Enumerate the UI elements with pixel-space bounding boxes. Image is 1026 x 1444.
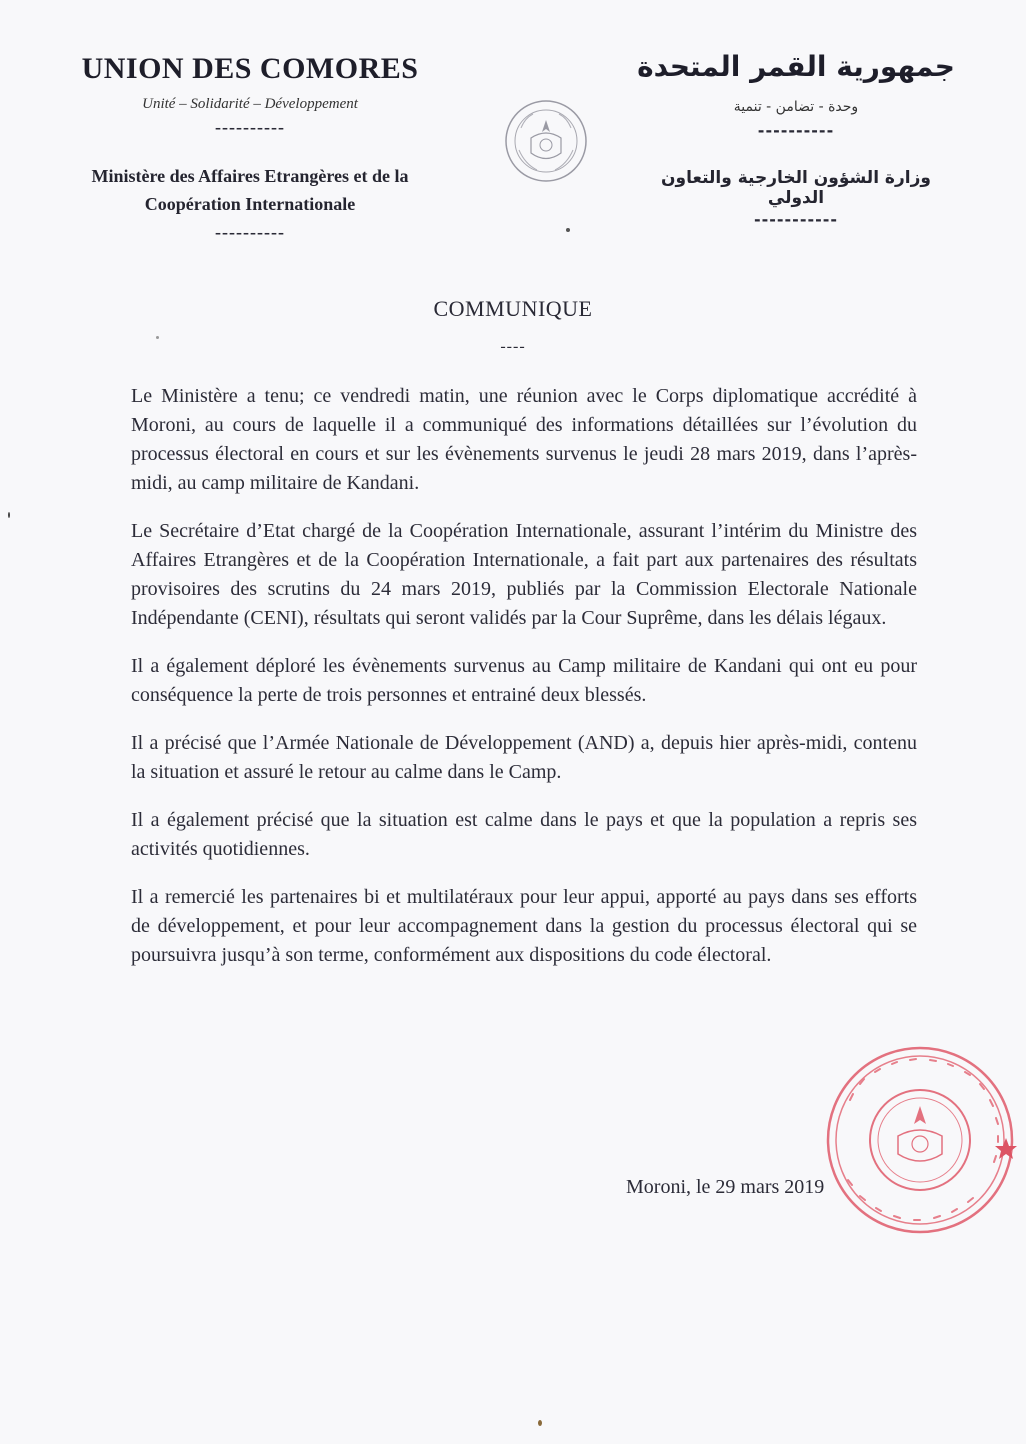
ministry-name-ar: وزارة الشؤون الخارجية والتعاون الدولي [661,168,931,208]
ministry-line-1: Ministère des Affaires Etrangères et de la [91,166,409,186]
document-body [131,382,917,989]
coat-of-arms-seal-icon [503,98,589,184]
motto-fr: Unité – Solidarité – Développement [142,96,358,112]
document-title: COMMUNIQUE [433,296,593,321]
country-name-ar: جمهورية القمر المتحدة [637,50,955,83]
scan-speck [8,512,10,518]
paragraph: Il a précisé que l’Armée Nationale de Développement (AND) a, depuis hier après-midi, contenu la situation et assuré le retour au calme dans le Camp. [131,732,917,783]
paragraph: Il a également déploré les évènements survenus au Camp militaire de Kandani qui ont eu pour conséquence la perte de trois personnes et entrainé deux blessés. [131,655,917,706]
official-red-stamp-icon [820,1040,1020,1240]
ministry-line-2: Coopération Internationale [144,194,356,214]
ministry-name-fr [40,162,460,218]
header-right-arabic [636,50,956,229]
scan-speck [538,1420,542,1426]
separator-ar-2: ----------- [753,210,839,229]
motto-ar: وحدة - تضامن - تنمية [733,99,859,115]
separator-fr-1: ---------- [215,117,285,137]
place-and-date: Moroni, le 29 mars 2019 [626,1176,825,1198]
separator-fr-2: ---------- [215,222,285,242]
title-separator: ---- [500,338,526,355]
scan-speck [566,228,570,232]
paragraph: Il a remercié les partenaires bi et multilatéraux pour leur appui, apporté au pays dans ses efforts de développement, et pour leur accompagnement dans la gestion du processus électoral qui se poursuivra jusqu’à son terme, conformément aux dispositions du code électoral. [131,886,917,966]
paragraph: Il a également précisé que la situation est calme dans le pays et que la population a repris ses activités quotidiennes. [131,809,917,860]
paragraph: Le Ministère a tenu; ce vendredi matin, une réunion avec le Corps diplomatique accrédité à Moroni, au cours de laquelle il a communiqué des informations détaillées sur l’évolution du processus électoral en cours et sur les évènements survenus le jeudi 28 mars 2019, dans l’après-midi, au camp militaire de Kandani. [131,385,917,494]
paragraph: Le Secrétaire d’Etat chargé de la Coopération Internationale, assurant l’intérim du Ministre des Affaires Etrangères et de la Coopération Internationale, a fait part aux partenaires des résultats provisoires des scrutins du 24 mars 2019, publiés par la Commission Electorale Nationale Indépendante (CENI), résultats qui seront validés par la Cour Suprême, dans les délais légaux. [131,520,917,629]
header-left-french [40,52,460,243]
scan-speck [156,336,159,339]
country-name-fr: UNION DES COMORES [81,52,419,85]
separator-ar-1: ---------- [757,121,835,140]
